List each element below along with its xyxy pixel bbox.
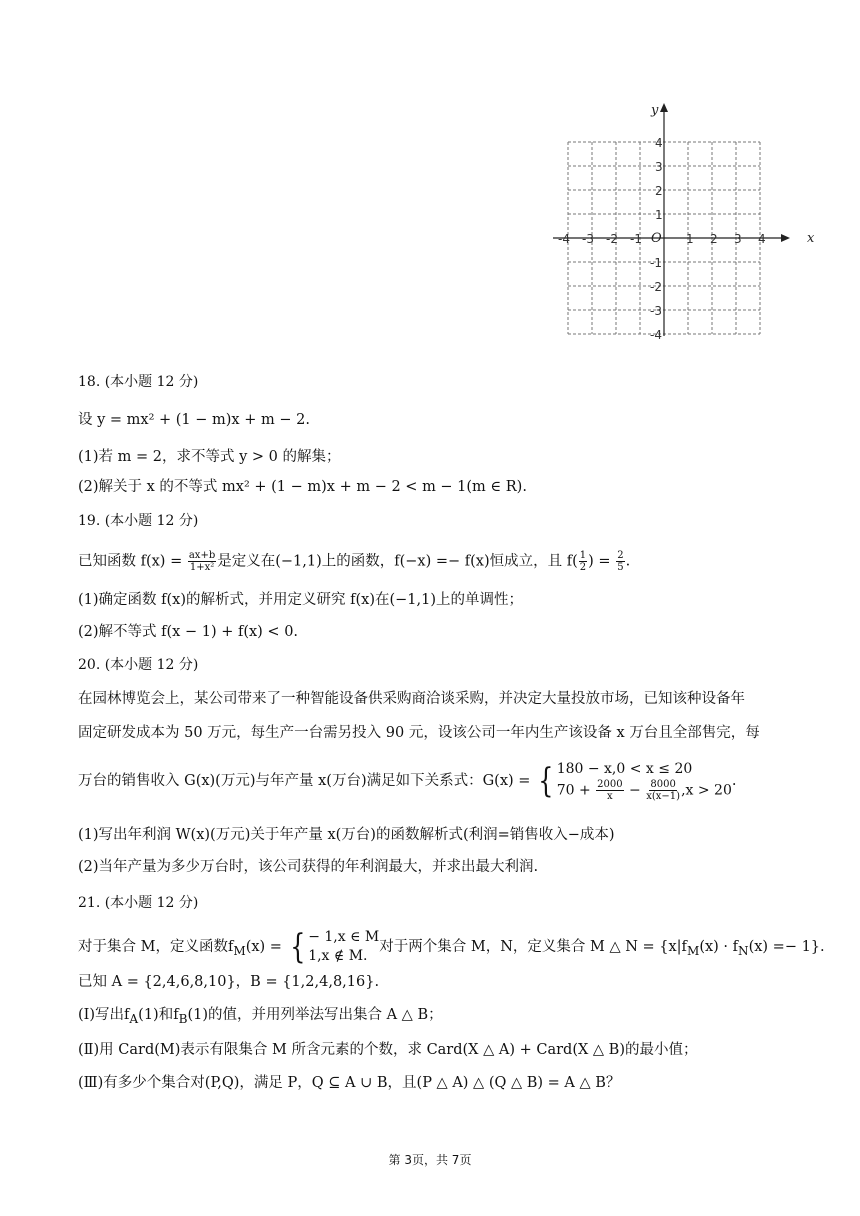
q20-line3-end: . <box>731 773 737 789</box>
q19-half-den: 2 <box>579 562 587 573</box>
x-tick-label: -2 <box>606 232 618 246</box>
q21-heading: 21. (本小题 12 分) <box>78 895 199 911</box>
x-tick-label: 1 <box>686 232 694 246</box>
q19-result <box>616 550 624 573</box>
q18-heading: 18. (本小题 12 分) <box>78 374 199 390</box>
q19-stem-a: 已知函数 f(x) = <box>78 553 187 570</box>
q19-part2: (2)解不等式 f(x − 1) + f(x) < 0. <box>78 624 299 640</box>
q21-part2: (Ⅱ)用 Card(M)表示有限集合 M 所含元素的个数，求 Card(X △ A) + Card(X △ B)的最小值； <box>78 1042 698 1058</box>
x-tick-label: -4 <box>558 232 570 246</box>
q19-heading: 19. (本小题 12 分) <box>78 513 199 529</box>
y-tick-label: -2 <box>650 280 662 294</box>
x-axis-label: x <box>807 231 815 246</box>
q21-case1: − 1,x ∈ M <box>308 929 380 945</box>
y-tick-label: -1 <box>650 256 662 270</box>
q19-part1: (1)确定函数 f(x)的解析式，并用定义研究 f(x)在(−1,1)上的单调性； <box>78 592 523 608</box>
q21-part1: (Ⅰ)写出$f_A(1)$和$f_B(1)$的值，并用列举法写出集合 A △ B； <box>78 1007 443 1026</box>
q20-line2: 固定研发成本为 50 万元，每生产一台需另投入 90 元，设该公司一年内生产该设备 x 万台且全部售完，每 <box>78 725 760 741</box>
coordinate-grid <box>545 100 825 342</box>
x-tick-label: -3 <box>582 232 594 246</box>
x-axis-arrow <box>781 234 790 242</box>
page-footer: 第 3页，共 7页 <box>388 1153 472 1167</box>
q19-stem <box>78 550 630 573</box>
y-tick-label: 2 <box>655 184 663 198</box>
q18-part1: (1)若 m = 2，求不等式 y > 0 的解集； <box>78 449 341 465</box>
y-tick-label: 1 <box>655 208 663 222</box>
q19-half <box>579 550 587 573</box>
q19-fraction <box>188 550 216 573</box>
y-tick-label: -4 <box>650 328 662 342</box>
x-tick-label: 4 <box>758 232 766 246</box>
q19-res-num: 2 <box>617 550 624 561</box>
q19-half-num: 1 <box>579 550 587 561</box>
q20-case1: 180 − x,0 < x ≤ 20 <box>556 761 693 777</box>
q19-stem-b: 是定义在(−1,1)上的函数，f(−x) =− f(x)恒成立，且 f( <box>217 553 578 570</box>
q20-case2: 70 + $\frac{2000}{x}$ − $\frac{8000}{x(x-1)}$ ,x > 20 <box>556 779 732 802</box>
q20-line3-text: 万台的销售收入 G(x)(万元)与年产量 x(万台)满足如下关系式：G(x) = <box>78 773 536 789</box>
q19-stem-d: . <box>625 553 631 570</box>
y-tick-label: -3 <box>650 304 662 318</box>
q19-res-den: 5 <box>617 562 624 573</box>
q19-frac-den: 1+x² <box>189 562 215 573</box>
q21-line2: 已知 A = {2,4,6,8,10}，B = {1,2,4,8,16}. <box>78 974 380 990</box>
q20-part1: (1)写出年利润 W(x)(万元)关于年产量 x(万台)的函数解析式(利润=销售收入−成本) <box>78 827 615 843</box>
x-tick-label: -1 <box>630 232 642 246</box>
q20-part2: (2)当年产量为多少万台时，该公司获得的年利润最大，并求出最大利润. <box>78 859 539 875</box>
q18-part2: (2)解关于 x 的不等式 mx² + (1 − m)x + m − 2 < m − 1(m ∈ R). <box>78 479 527 495</box>
q21-case2: 1,x ∉ M. <box>308 948 368 964</box>
q20-heading: 20. (本小题 12 分) <box>78 657 199 673</box>
q21-line1: 对于集合 M，定义函数$f_M(x)$ = { − 1,x ∈ M 1,x ∉ M. 对于两个集合 M，N，定义集合 M △ $N = \{x|f_M(x) \cdot f_N(x) =- 1\}$. <box>78 927 825 967</box>
q20-line3 <box>78 760 736 802</box>
y-axis-label: y <box>651 103 659 118</box>
y-tick-label: 3 <box>655 160 663 174</box>
q21-part3: (Ⅲ)有多少个集合对(P,Q)，满足 P，Q ⊆ A ∪ B，且(P △ A) △ (Q △ B) = A △ B？ <box>78 1075 621 1091</box>
y-axis-arrow <box>660 103 668 112</box>
q20-piecewise: { 180 − x,0 < x ≤ 20 70 + $\frac{2000}{x}$ − $\frac{8000}{x(x-1)}$ ,x > 20 <box>538 761 732 802</box>
y-tick-label: 4 <box>655 136 663 150</box>
x-tick-label: 3 <box>734 232 742 246</box>
q20-line1: 在园林博览会上，某公司带来了一种智能设备供采购商洽谈采购，并决定大量投放市场，已知该种设备年 <box>78 691 745 707</box>
q18-stem: 设 y = mx² + (1 − m)x + m − 2. <box>78 412 310 428</box>
x-tick-label: 2 <box>710 232 718 246</box>
coordinate-grid-figure <box>545 100 825 342</box>
q19-stem-c: ) = <box>588 553 616 570</box>
q19-frac-num: ax+b <box>188 550 216 561</box>
origin-label: O <box>651 231 662 246</box>
q21-piecewise: { − 1,x ∈ M 1,x ∉ M. <box>289 927 380 967</box>
